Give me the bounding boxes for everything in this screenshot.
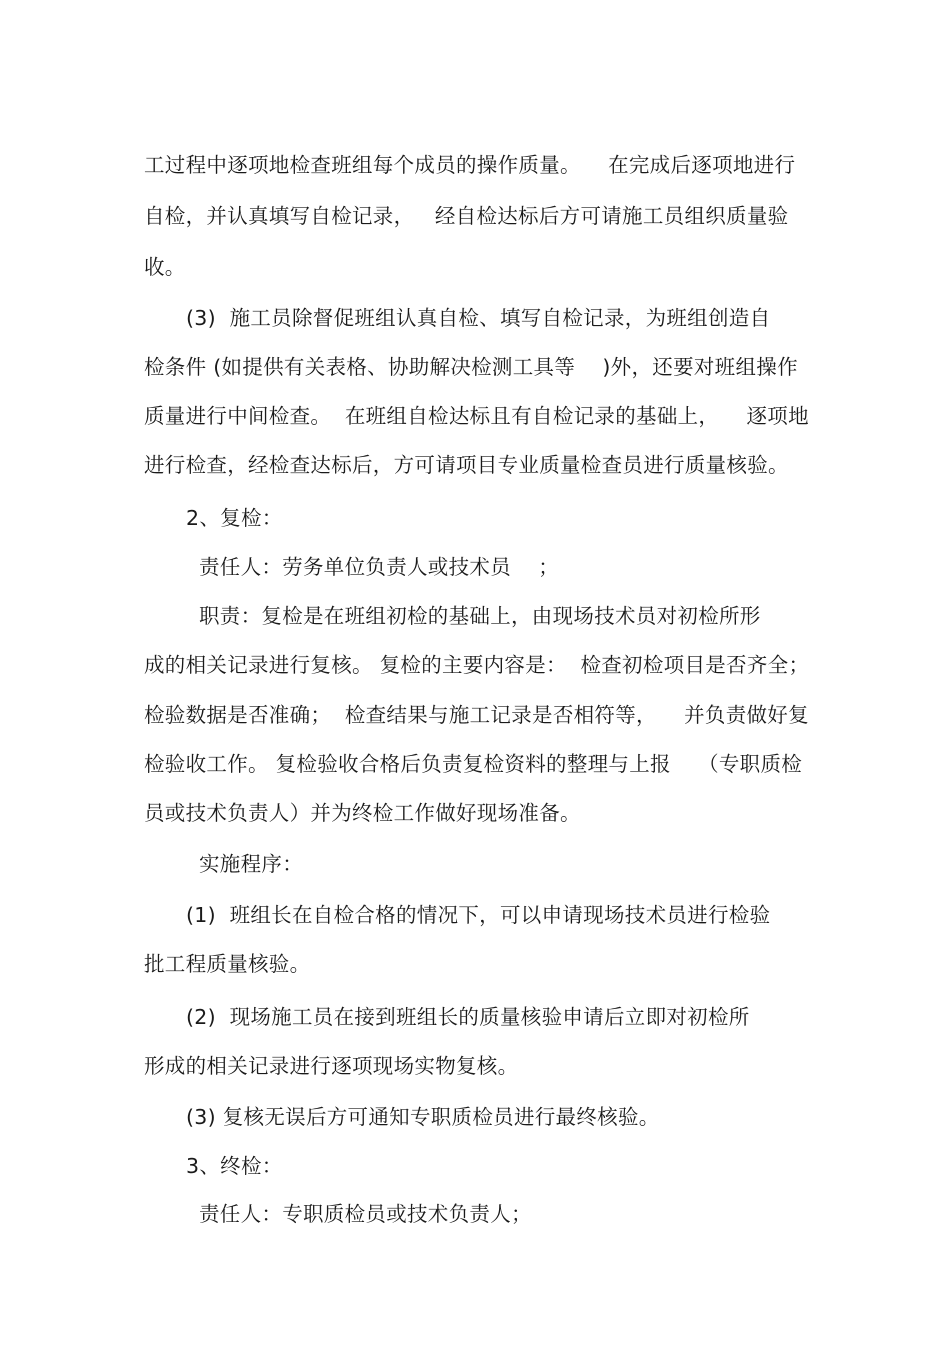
text-line: (3) 复核无误后方可通知专职质检员进行最终核验。 xyxy=(186,1105,660,1129)
text-line: 员或技术负责人）并为终检工作做好现场准备。 xyxy=(144,801,581,825)
text-line: 责任人：劳务单位负责人或技术员 ； xyxy=(199,555,560,579)
text-line: 责任人：专职质检员或技术负责人； xyxy=(199,1202,532,1226)
text-line: 批工程质量核验。 xyxy=(144,952,311,976)
text-line: 工过程中逐项地检查班组每个成员的操作质量。 在完成后逐项地进行 xyxy=(144,153,796,177)
text-line: 进行检查，经检查达标后，方可请项目专业质量检查员进行质量核验。 xyxy=(144,453,789,477)
text-line: 自检，并认真填写自检记录， 经自检达标后方可请施工员组织质量验 xyxy=(144,204,789,228)
text-line: 成的相关记录进行复核。 复检的主要内容是： 检查初检项目是否齐全； xyxy=(144,653,810,677)
text-line: 形成的相关记录进行逐项现场实物复核。 xyxy=(144,1054,519,1078)
section-heading: 2、复检： xyxy=(186,506,283,530)
text-line: 质量进行中间检查。 在班组自检达标且有自检记录的基础上， 逐项地 xyxy=(144,404,809,428)
text-line: 实施程序： xyxy=(199,852,303,876)
text-line: 职责：复检是在班组初检的基础上，由现场技术员对初检所形 xyxy=(199,604,761,628)
text-line: (1) 班组长在自检合格的情况下，可以申请现场技术员进行检验 xyxy=(186,903,771,927)
text-line: 检验数据是否准确； 检查结果与施工记录是否相符等， 并负责做好复 xyxy=(144,703,809,727)
text-line: 收。 xyxy=(144,255,186,279)
text-line: 检验收工作。 复检验收合格后负责复检资料的整理与上报 （专职质检 xyxy=(144,752,803,776)
text-line: (3) 施工员除督促班组认真自检、填写自检记录，为班组创造自 xyxy=(186,306,771,330)
text-line: (2) 现场施工员在接到班组长的质量核验申请后立即对初检所 xyxy=(186,1005,750,1029)
text-line: 检条件 (如提供有关表格、协助解决检测工具等 )外，还要对班组操作 xyxy=(144,355,798,379)
section-heading: 3、终检： xyxy=(186,1154,283,1178)
